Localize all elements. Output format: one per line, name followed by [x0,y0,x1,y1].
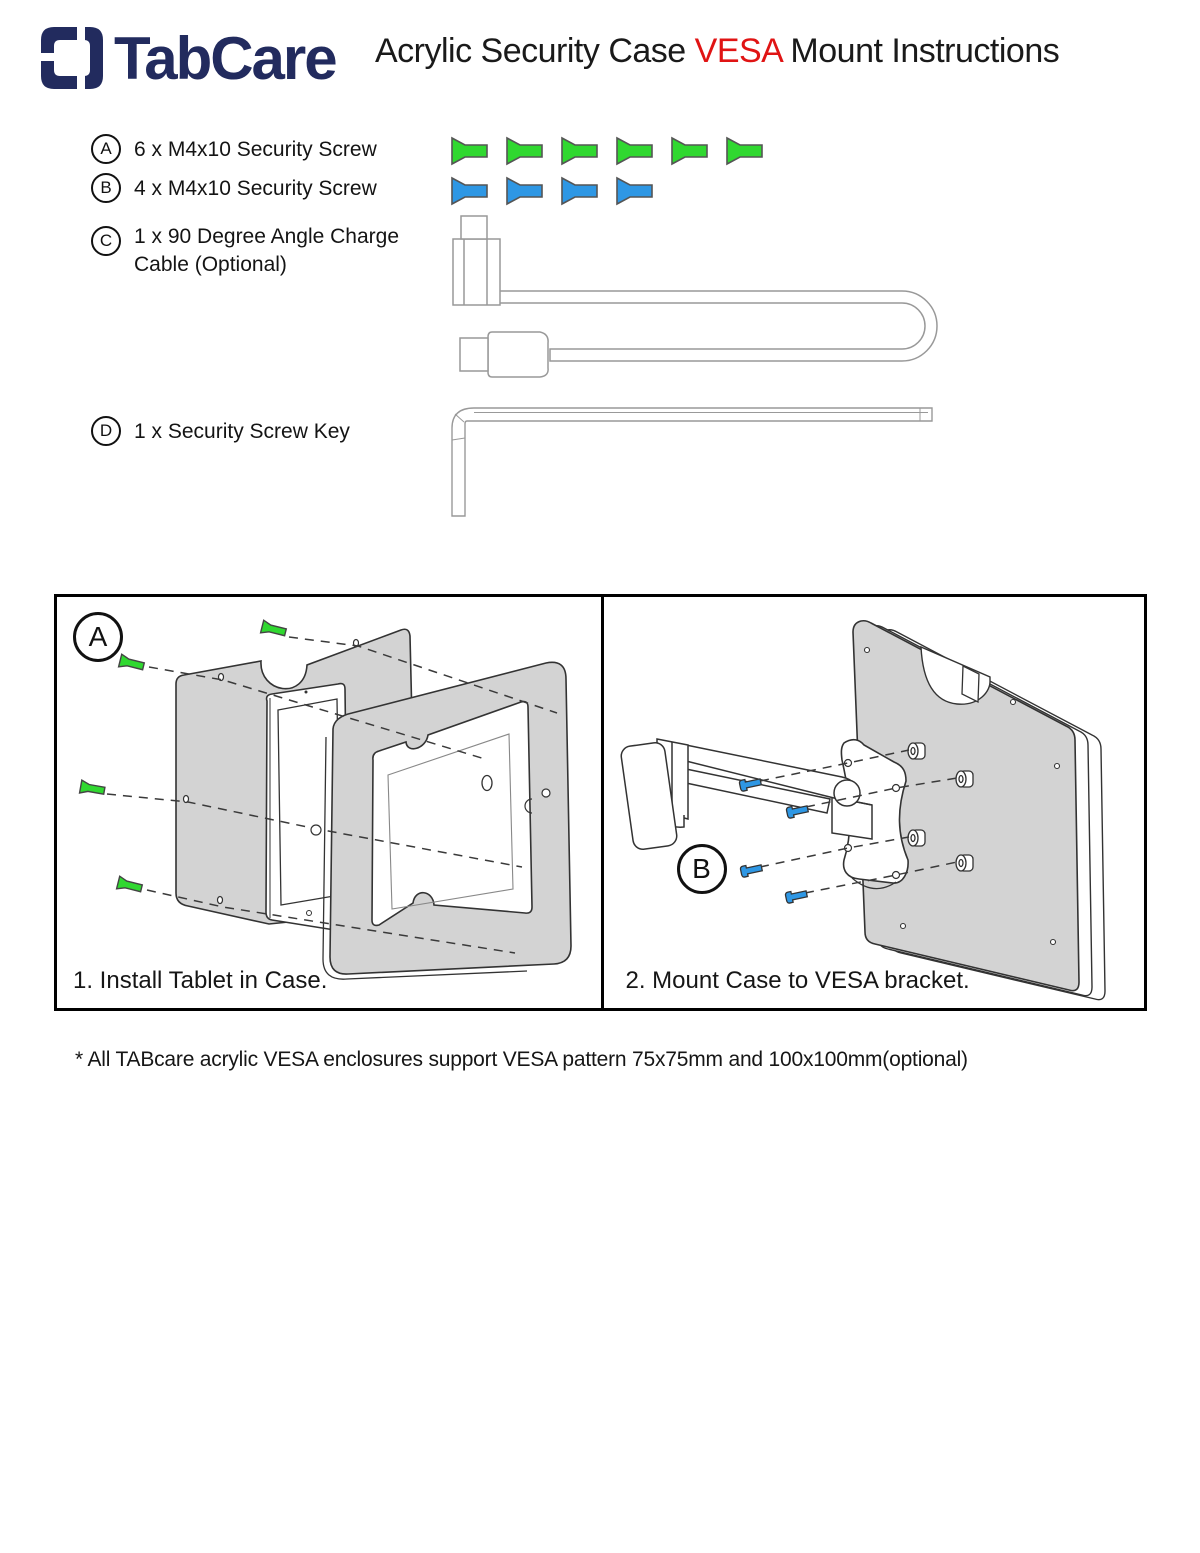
instruction-panels [54,594,1147,1011]
title-prefix: Acrylic Security Case [375,32,695,70]
part-badge-b [91,173,121,203]
part-label-a: 6 x M4x10 Security Screw [134,138,377,161]
title-highlight: VESA [694,32,782,70]
part-label-c-line2: Cable (Optional) [134,253,287,276]
part-badge-c [91,226,121,256]
charge-cable-icon [440,210,960,390]
part-label-d: 1 x Security Screw Key [134,420,350,443]
step2-badge [677,844,727,894]
part-badge-d [91,416,121,446]
part-badge-b-letter: B [100,178,112,197]
brand-name: TabCare [114,25,336,92]
wall-bracket [619,739,687,851]
step2-caption: 2. Mount Case to VESA bracket. [625,967,970,994]
part-label-b: 4 x M4x10 Security Screw [134,177,377,200]
frame-side-hole [311,825,321,835]
page-title [375,32,1059,71]
frame-hole [542,789,550,797]
part-badge-a-letter: A [100,139,112,158]
tabcare-logo-icon [40,26,104,90]
part-badge-a [91,134,121,164]
part-label-c [134,223,399,279]
vesa-mount-diagram [604,597,1149,1008]
step2-badge-letter: B [692,853,711,884]
exploded-case-diagram [57,597,599,1008]
title-suffix: Mount Instructions [781,32,1060,70]
green-screws-row [450,136,790,166]
step1-badge-letter: A [88,621,108,652]
part-label-c-line1: 1 x 90 Degree Angle Charge [134,225,400,248]
security-screw-icon [452,138,762,164]
part-badge-c-letter: C [99,231,113,250]
panel-step2 [601,597,1145,1008]
blue-screws-row [450,176,680,206]
part-badge-d-letter: D [99,421,113,440]
panel-step1 [57,597,601,1008]
step1-badge [73,612,123,662]
camera-hole [482,776,492,791]
security-key-icon [450,398,940,520]
security-screw-icon [452,178,652,204]
footnote: * All TABcare acrylic VESA enclosures support VESA pattern 75x75mm and 100x100mm(optional) [75,1048,968,1071]
step1-caption: 1. Install Tablet in Case. [73,967,328,994]
